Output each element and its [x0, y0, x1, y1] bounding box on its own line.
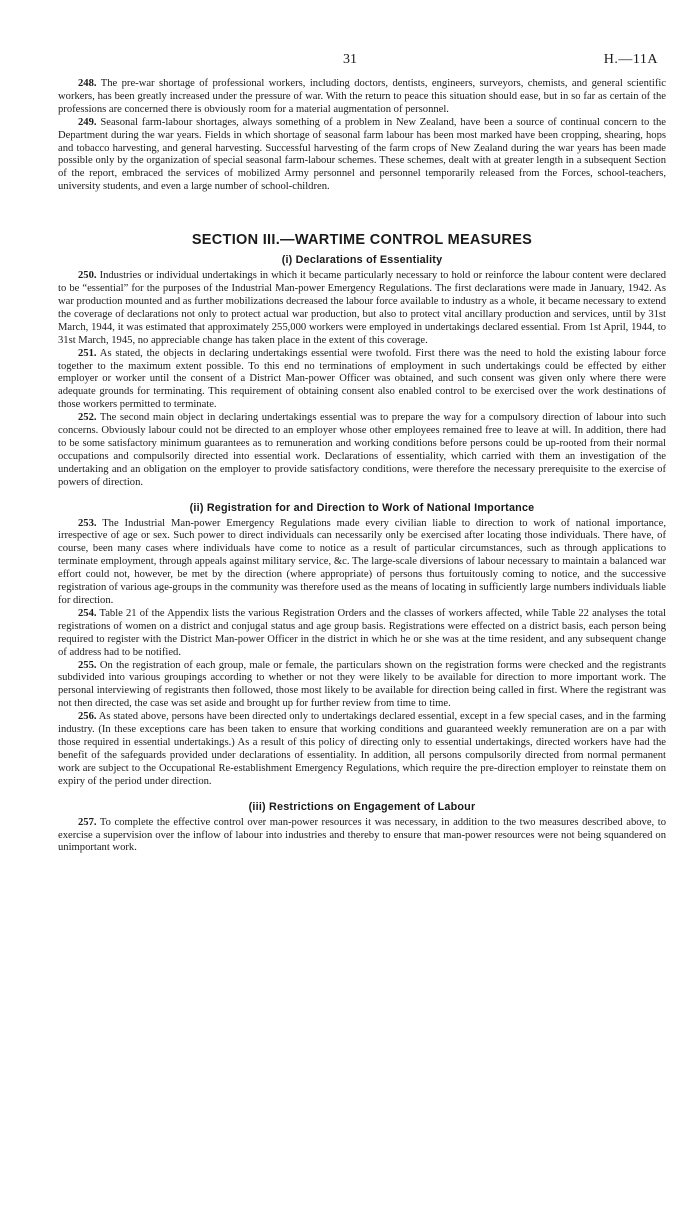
paragraph-number: 251. [78, 347, 97, 359]
section-title: SECTION III.—WARTIME CONTROL MEASURES [191, 232, 533, 249]
paragraph-text: To complete the effective control over man-power resources it was necessary, in addition to the two measures described above, to exercise a supervision over the inflow of labour into industries and thereby to ensure that man-power resources were not being squandered on unimportant work. [58, 816, 666, 854]
paragraph-256 [58, 711, 666, 788]
paragraph-255 [58, 660, 666, 712]
paragraph-text: The Industrial Man-power Emergency Regulations made every civilian liable to direction to work of national importance, irrespective of age or sex. Such power to direct individuals can necessarily only be exercised after locating those individuals. There have, of course, been many cases where individuals have come to notice as a result of particular circumstances, such as through applications to terminate employment, through appeals against military service, &c. The large-scale diversions of labour necessary to maintain a balanced war effort could not, however, be met by the direction (where appropriate) of persons thus fortuitously coming to notice, and the successive registration of various age-groups in the community was therefore used as the means of locating in sufficiently large numbers individuals liable for direction. [58, 517, 667, 606]
subsection-title-registration: (ii) Registration for and Direction to Work of National Importance [189, 501, 535, 514]
paragraph-257 [58, 817, 666, 856]
paragraph-248 [58, 78, 666, 117]
paragraph-249 [58, 117, 666, 194]
document-body [58, 78, 666, 855]
paragraph-250 [58, 270, 666, 347]
paragraph-number: 249. [78, 116, 97, 128]
paragraph-number: 252. [78, 412, 97, 424]
paragraph-text: On the registration of each group, male or female, the particulars shown on the registration forms were checked and the registrants subdivided into various groupings according to whether or not they were likely to be available for direction to more important work. The personal interviewing of registrants then followed, those most likely to be available for direction being called in first. Where the registrant was not then directed, the case was set aside and brought up for further review from time to time. [58, 659, 666, 710]
paragraph-number: 253. [78, 517, 97, 529]
paragraph-number: 250. [78, 270, 97, 282]
paragraph-text: The pre-war shortage of professional workers, including doctors, dentists, engineers, surveyors, chemists, and general scientific workers, has been greatly increased under the pressure of war. With the return to peace this situation should ease, but in so far as certain of the professions are concerned there is obviously room for a material augmentation of personnel. [58, 78, 666, 115]
page-number: 31 [343, 52, 357, 67]
paragraph-text: Table 21 of the Appendix lists the various Registration Orders and the classes of workers affected, while Table 22 analyses the total registrations of women on a district and conjugal status and age group basis. Registrations were effected on a district basis, each person being required to register with the District Man-power Officer in the district in which he or she was at the time resident, and any subsequent change of address had to be notified. [58, 607, 666, 658]
paragraph-253 [58, 518, 666, 608]
paragraph-text: Seasonal farm-labour shortages, always something of a problem in New Zealand, have been a source of continual concern to the Department during the war years. Fields in which shortage of seasonal farm labour has been most marked have been cropping, shearing, hops and tobacco harvesting, and general harvesting. Successful harvesting of the farm crops of New Zealand during the war years has been made possible only by the organization of special seasonal farm-labour schemes. These schemes, dealt with at greater length in a subsequent Section of the report, embraced the services of mobilized Army personnel and personnel temporarily released from the Forces, school-teachers, university students, and even a large number of school-children. [58, 116, 666, 193]
paragraph-text: As stated above, persons have been directed only to undertakings declared essential, except in a few special cases, and in the farming industry. (In these exceptions care has been taken to ensure that working conditions and guaranteed weekly remuneration are on a par with those required in essential undertakings.) As a result of this policy of directing only to essential undertakings, directed workers have had the benefit of the safeguards provided under declarations of essentiality. In addition, all persons compulsorily directed from normal permanent work are subject to the Occupational Re-establishment Emergency Regulations, which require the pre-direction employer to reinstate them on expiry of the period under direction. [58, 711, 666, 787]
paragraph-252 [58, 412, 666, 489]
subsection-title-declarations: (i) Declarations of Essentiality [281, 254, 443, 267]
subsection-title-restrictions: (iii) Restrictions on Engagement of Labour [248, 800, 476, 813]
paragraph-text: As stated, the objects in declaring undertakings essential were twofold. First there was the need to hold the existing labour force together to the maximum extent possible. To this end no terminations of employment in such undertakings could be effected by either employer or worker until the consent of a District Man-power Officer was obtained, and such consent was given only where there were adequate grounds for terminating. This requirement of obtaining consent also enabled control to be exercised over the work destinations of those workers permitted to terminate. [58, 347, 666, 411]
document-reference: H.—11A [603, 52, 658, 67]
paragraph-254 [58, 608, 666, 660]
paragraph-number: 254. [78, 607, 97, 619]
paragraph-number: 255. [78, 659, 97, 671]
paragraph-number: 248. [78, 78, 97, 89]
paragraph-251 [58, 348, 666, 413]
paragraph-text: The second main object in declaring undertakings essential was to prepare the way for a compulsory direction of labour into such concerns. Obviously labour could not be directed to an employer whose other employees remained free to leave at will. In addition, there had to be some satisfactory minimum guarantees as to remuneration and working conditions before persons could be up-rooted from their normal occupations and compulsorily directed into essential work. Declarations of essentiality, which carried with them an investigation of the undertaking and an obligation on the employer to provide satisfactory conditions, were therefore the necessary prerequisite to the exercise of powers of direction. [58, 412, 666, 488]
paragraph-text: Industries or individual undertakings in which it became particularly necessary to hold or reinforce the labour content were declared to be “essential” for the purposes of the Industrial Man-power Emergency Regulations. The first declarations were made in January, 1942. As war production mounted and as further mobilizations decreased the labour force available to industry as a whole, it became necessary to extend the coverage of declarations not only to protect actual war production, but also to protect vital ancillary production and services, until by 31st March, 1944, it was estimated that approximately 255,000 workers were employed in undertakings declared essential. From 1st April, 1944, to 31st March, 1945, no appreciable change has taken place in the extent of this coverage. [58, 270, 667, 346]
paragraph-number: 256. [78, 711, 97, 723]
paragraph-number: 257. [78, 816, 97, 828]
